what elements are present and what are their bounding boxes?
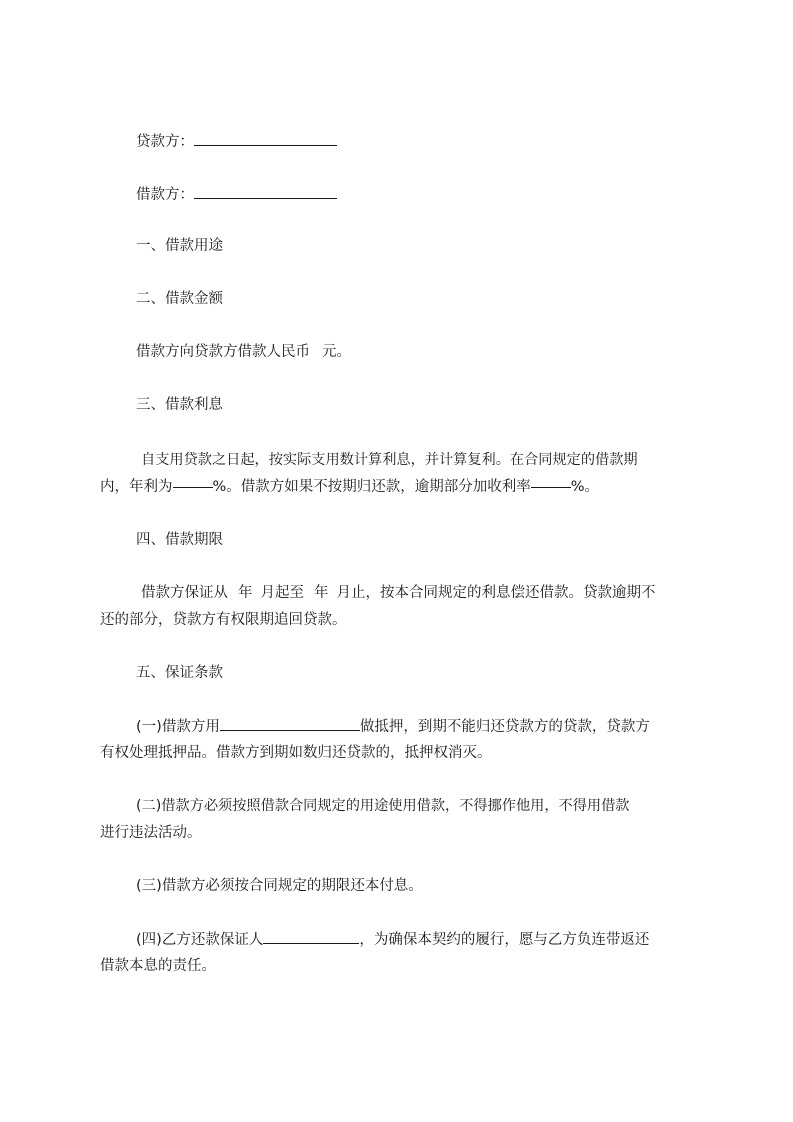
clause4-line2: 借款本息的责任。 [100,958,216,974]
section4-line1: 借款方保证从 年 月起至 年 月止，按本合同规定的利息偿还借款。贷款逾期不 [141,585,656,601]
section3-line1: 自支用贷款之日起，按实际支用数计算利息，并计算复利。在合同规定的借款期 [141,452,638,468]
guarantor-blank [263,929,359,944]
section3-title: 三、借款利息 [136,397,223,413]
section2-text: 借款方向贷款方借款人民币 元。 [136,344,351,360]
clause2-line2: 进行违法活动。 [100,825,202,841]
clause1-line1: (一)借款方用 做抵押，到期不能归还贷款方的贷款，贷款方 [136,716,650,737]
section4-title: 四、借款期限 [136,532,223,548]
overdue-rate-dash [531,486,571,488]
lender-line [136,131,337,152]
collateral-blank [220,716,360,731]
clause4-line1: (四)乙方还款保证人 ，为确保本契约的履行，愿与乙方负连带返还 [136,929,649,950]
section1-title: 一、借款用途 [136,238,223,254]
section2-title: 二、借款金额 [136,291,223,307]
borrower-label: 借款方： [136,187,194,203]
section5-title: 五、保证条款 [136,665,223,681]
borrower-line [136,184,337,205]
borrower-blank [194,184,337,199]
lender-label: 贷款方： [136,134,194,150]
interest-rate-dash [173,486,213,488]
lender-blank [194,131,337,146]
clause3: (三)借款方必须按合同规定的期限还本付息。 [136,878,423,894]
clause2-line1: (二)借款方必须按照借款合同规定的用途使用借款，不得挪作他用，不得用借款 [136,798,630,814]
clause1-line2: 有权处理抵押品。借款方到期如数归还贷款的，抵押权消灭。 [100,745,492,761]
section4-line2: 还的部分，贷款方有权限期追回贷款。 [100,612,347,628]
section3-line2: 内，年利为 %。借款方如果不按期归还款，逾期部分加收利率 %。 [100,479,600,495]
